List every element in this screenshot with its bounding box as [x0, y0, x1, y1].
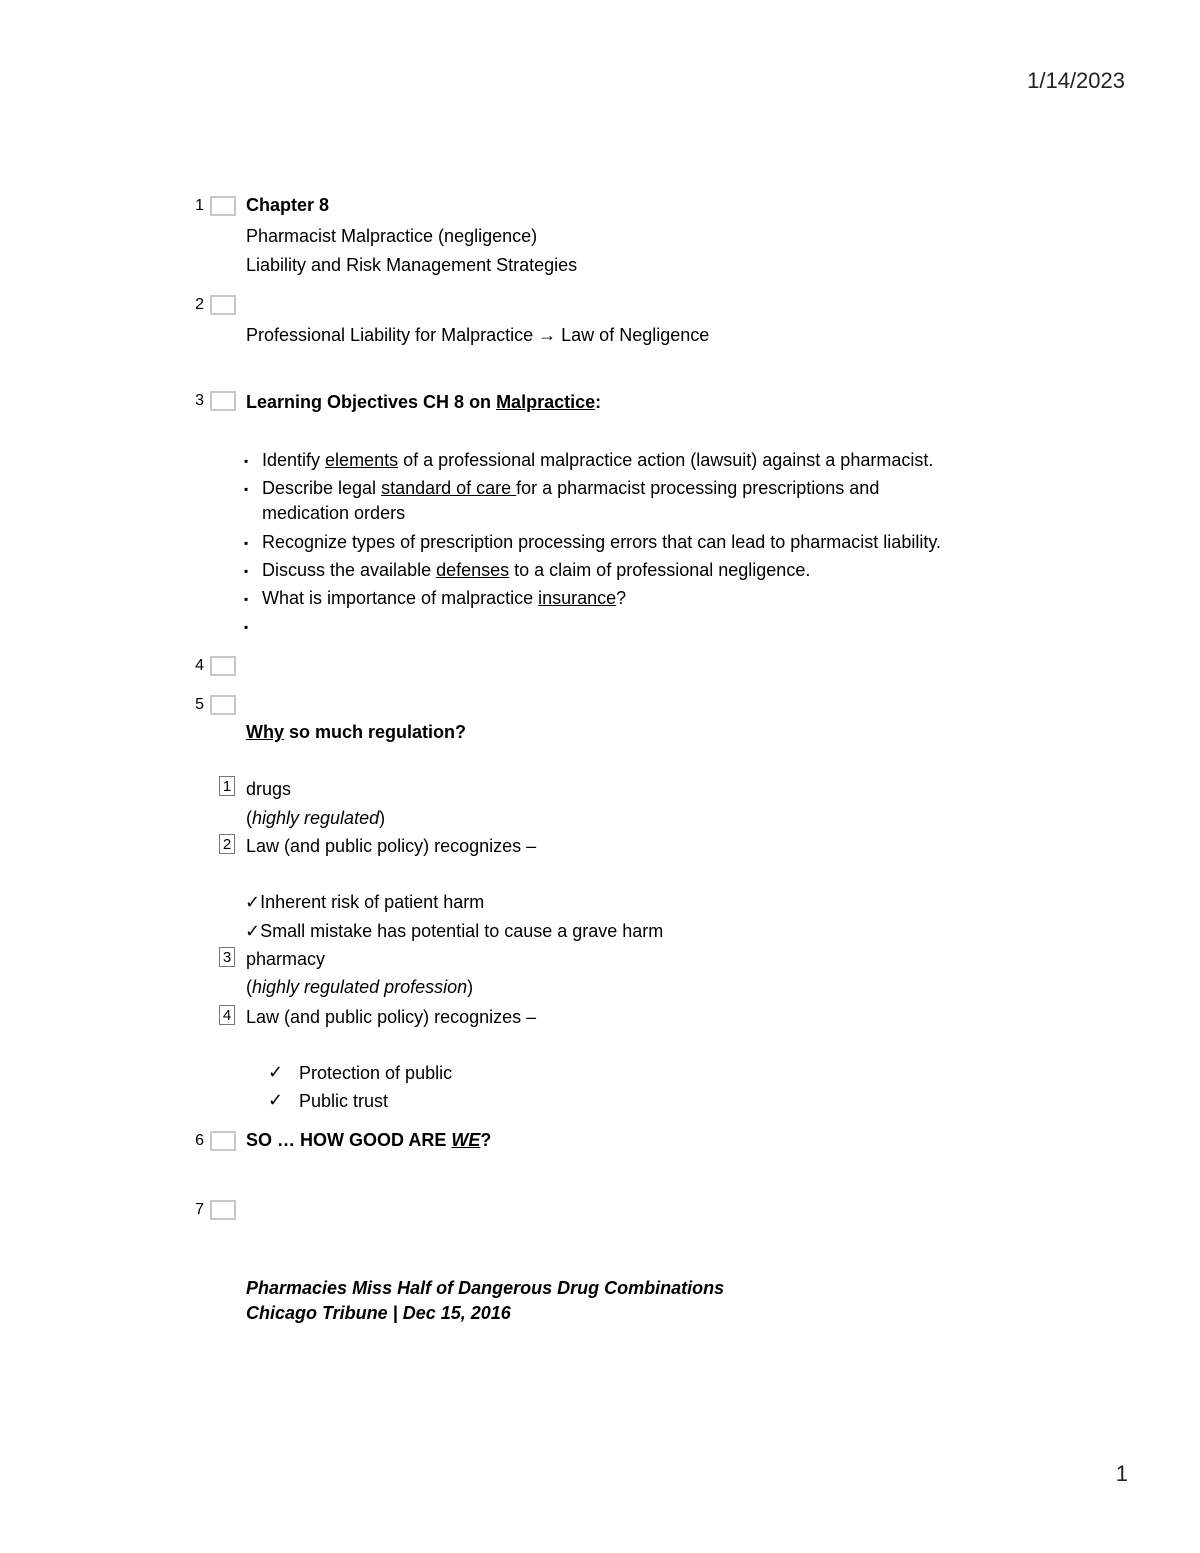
slide-number: 1: [195, 197, 204, 214]
bullet-icon: ▪: [244, 536, 249, 550]
checklist-item: ✓Inherent risk of patient harm: [245, 892, 485, 912]
bullet-icon: ▪: [244, 454, 249, 468]
note-text: (highly regulated profession): [246, 977, 474, 997]
note-number: 2: [219, 834, 235, 854]
slide-number: 2: [195, 296, 204, 313]
title-part: :: [595, 392, 602, 412]
bullet-text-continuation: medication orders: [262, 503, 406, 523]
slide-title: SO … HOW GOOD ARE WE?: [246, 1130, 492, 1150]
bullet-text: Recognize types of prescription processing errors that can lead to pharmacist liability.: [262, 532, 941, 552]
note-number: 3: [219, 947, 235, 967]
slide-thumbnail[interactable]: [210, 391, 236, 411]
slide-thumbnail[interactable]: [210, 295, 236, 315]
slide-number: 4: [195, 657, 204, 674]
slide-thumbnail[interactable]: [210, 196, 236, 216]
slide-thumbnail[interactable]: [210, 695, 236, 715]
slide-number: 5: [195, 696, 204, 713]
title-part: Learning Objectives CH 8 on: [246, 392, 497, 412]
check-icon: ✓: [268, 1090, 284, 1110]
checklist-text: Protection of public: [299, 1063, 453, 1083]
text-part: Professional Liability for Malpractice: [246, 325, 534, 345]
article-headline: Pharmacies Miss Half of Dangerous Drug Combinations: [246, 1278, 725, 1298]
slide-number: 3: [195, 392, 204, 409]
bullet-icon: ▪: [244, 564, 249, 578]
slide-thumbnail[interactable]: [210, 656, 236, 676]
checklist-item: ✓Small mistake has potential to cause a grave harm: [245, 921, 664, 941]
slide-text: Liability and Risk Management Strategies: [246, 255, 578, 275]
page-number: 1: [1115, 1461, 1128, 1486]
article-source: Chicago Tribune | Dec 15, 2016: [246, 1303, 511, 1323]
check-icon: ✓: [268, 1062, 284, 1082]
note-text: (highly regulated): [246, 808, 386, 828]
note-text: Law (and public policy) recognizes –: [246, 1007, 537, 1027]
arrow-icon: →: [538, 325, 557, 345]
note-number: 4: [219, 1005, 235, 1025]
checklist-text: Public trust: [299, 1091, 389, 1111]
slide-text: Pharmacist Malpractice (negligence): [246, 226, 538, 246]
slide-title: Chapter 8: [246, 195, 330, 215]
note-text: Law (and public policy) recognizes –: [246, 836, 537, 856]
slide-number: 7: [195, 1201, 204, 1218]
bullet-text: Identify elements of a professional malpractice action (lawsuit) against a pharmacist.: [262, 450, 934, 470]
slide-thumbnail[interactable]: [210, 1200, 236, 1220]
bullet-text: What is importance of malpractice insurance?: [262, 588, 627, 608]
bullet-icon: ▪: [244, 620, 249, 634]
slide-thumbnail[interactable]: [210, 1131, 236, 1151]
text-part: Law of Negligence: [561, 325, 710, 345]
title-part-underlined: Malpractice: [496, 392, 596, 412]
bullet-text: Discuss the available defenses to a claim of professional negligence.: [262, 560, 811, 580]
bullet-icon: ▪: [244, 482, 249, 496]
slide-text: [246, 326, 709, 344]
note-text: drugs: [246, 779, 292, 799]
note-number: 1: [219, 776, 235, 796]
bullet-icon: ▪: [244, 592, 249, 606]
check-icon: ✓: [245, 892, 261, 912]
note-text: pharmacy: [246, 949, 326, 969]
bullet-text: Describe legal standard of care for a pharmacist processing prescriptions and: [262, 478, 880, 498]
slide-number: 6: [195, 1132, 204, 1149]
check-icon: ✓: [245, 921, 261, 941]
slide-question: Why so much regulation?: [246, 722, 467, 742]
slide-title: [246, 393, 601, 411]
print-date: 1/14/2023: [1027, 68, 1125, 93]
